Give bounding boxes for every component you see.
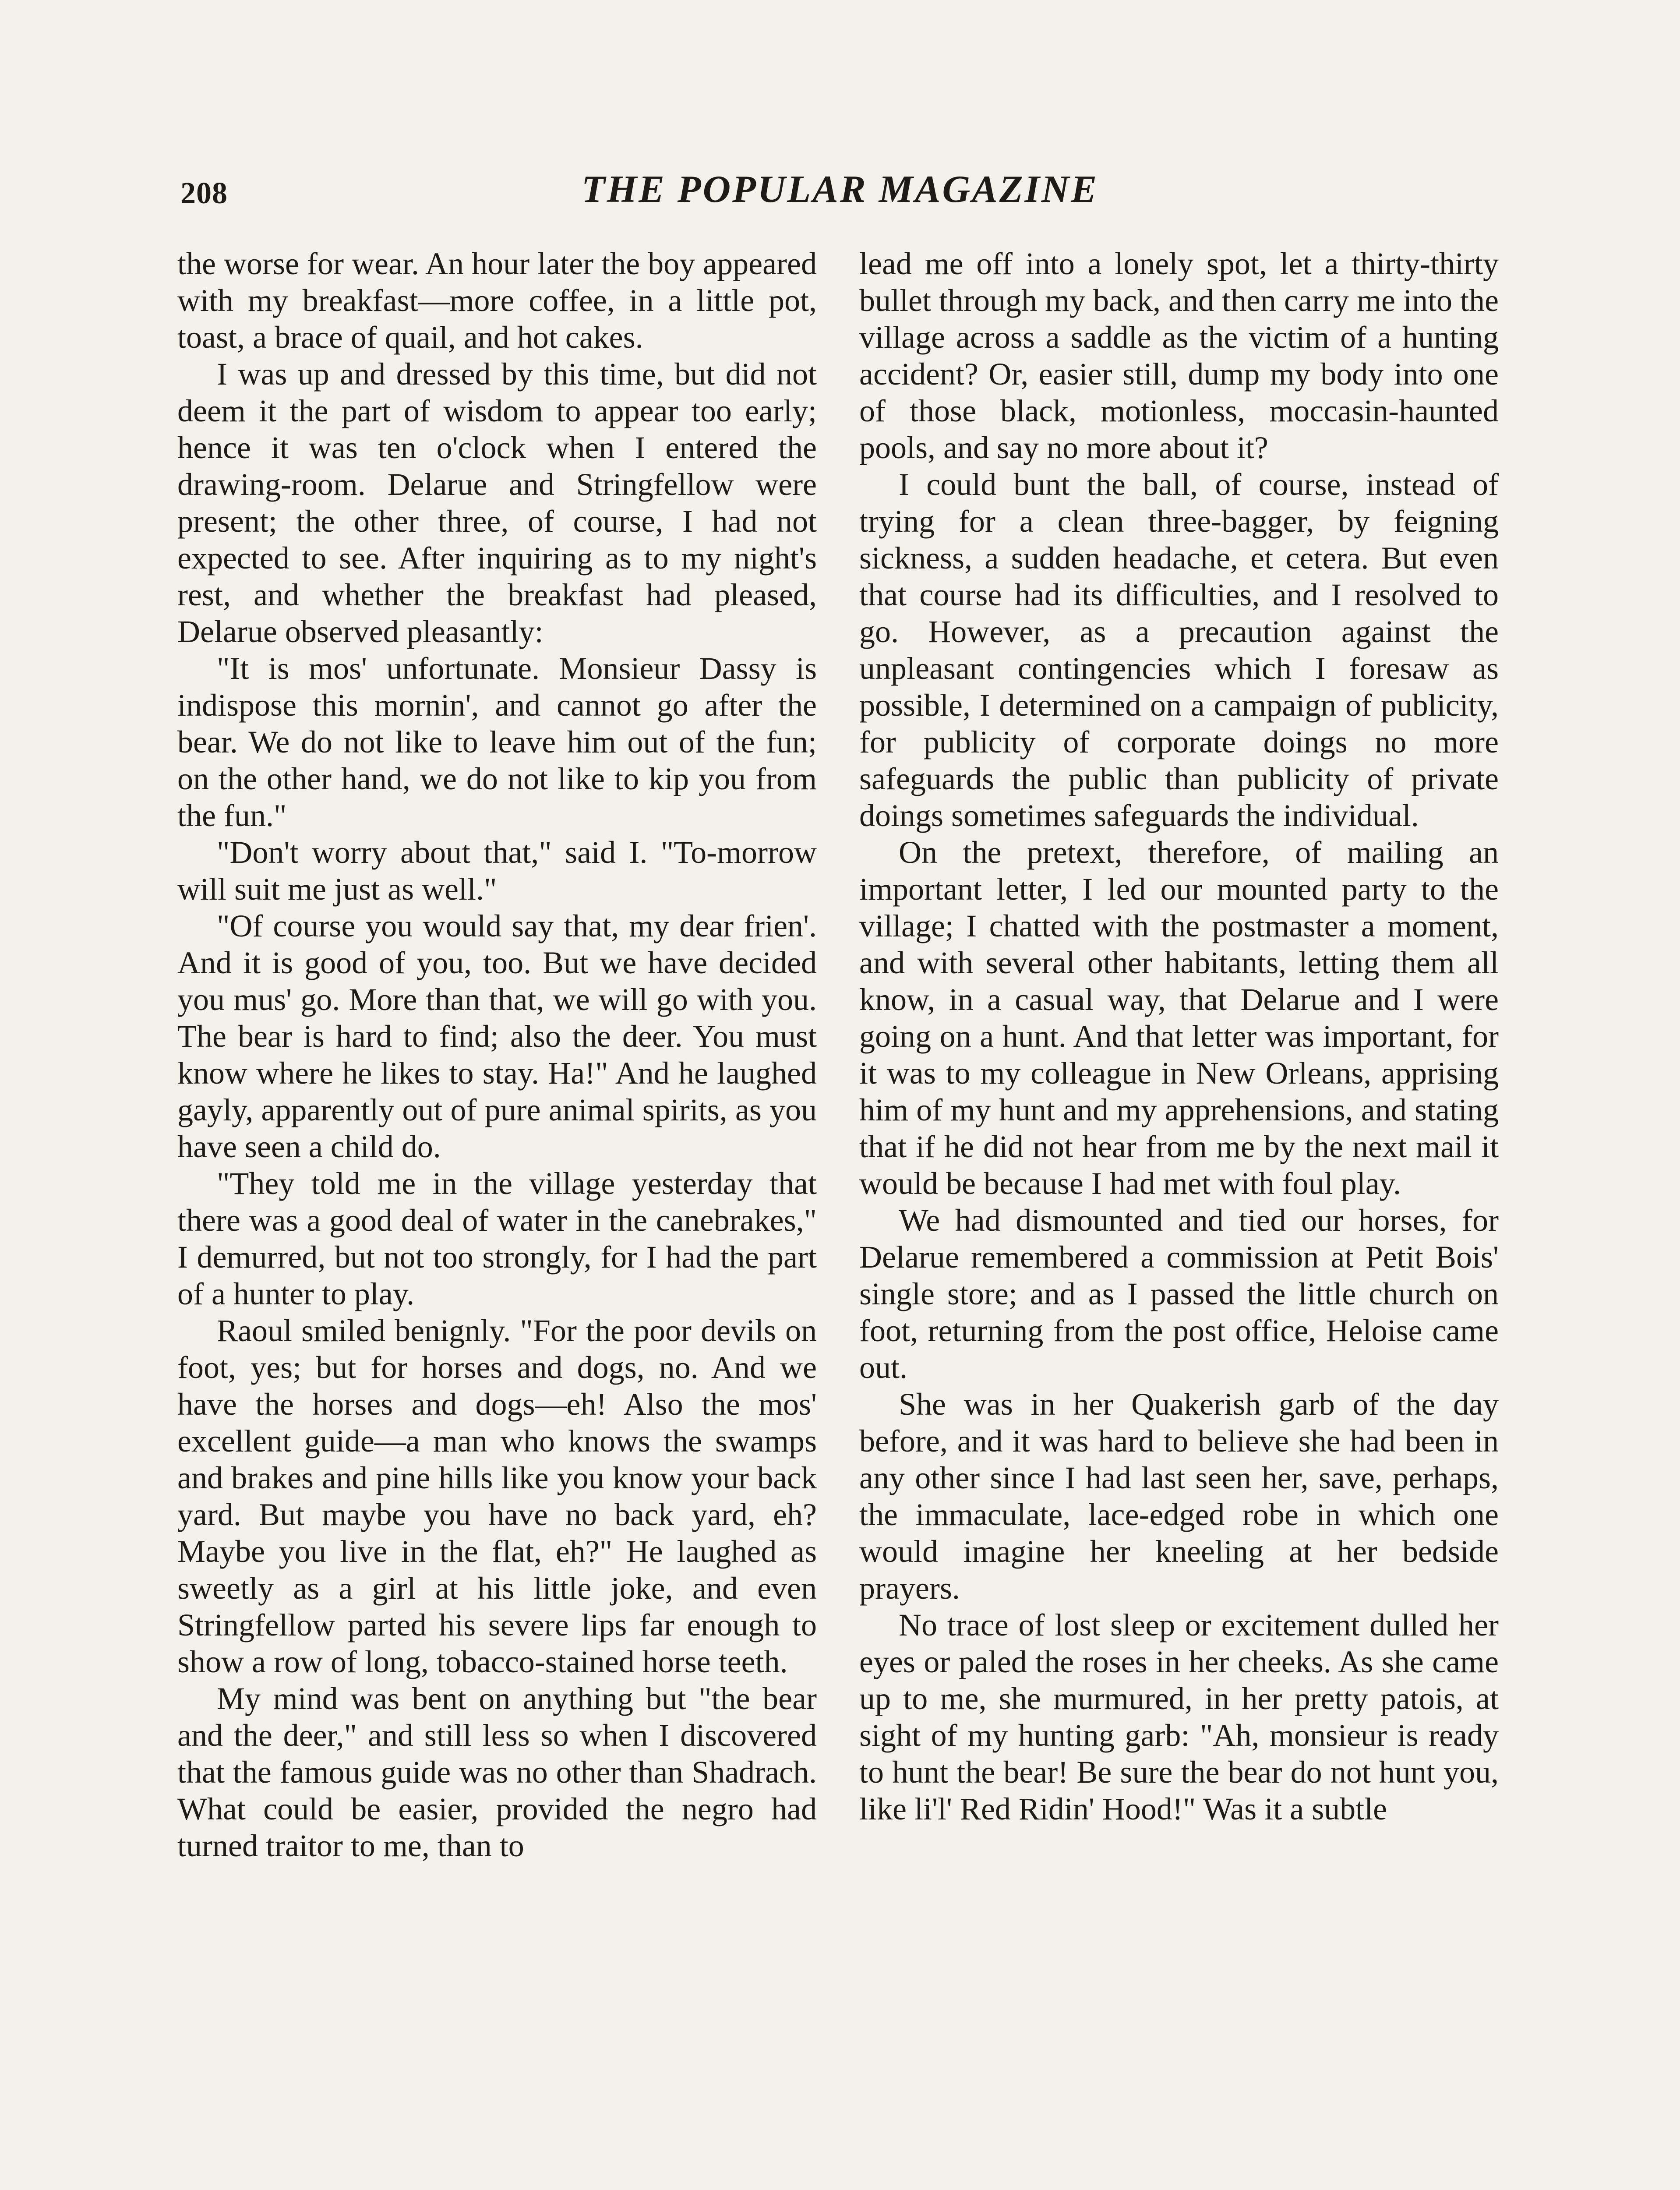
paragraph: No trace of lost sleep or excitement dulled her eyes or paled the roses in her cheeks. As she came up to me, she murmured, in her pretty patois, at sight of my hunting garb: "Ah, monsieur is ready to hunt the bear! Be sure the bear do not hunt you, like li'l' Red Ridin' Hood!" Was it a subtle [859, 1607, 1499, 1826]
paragraph: I could bunt the ball, of course, instead of trying for a clean three-bagger, by feigning sickness, a sudden headache, et cetera. But even that course had its difficulties, and I resolved to go. However, as a precaution against the unpleasant contingencies which I foresaw as possible, I determined on a campaign of publicity, for publicity of corporate doings no more safeguards the public than publicity of private doings sometimes safeguards the individual. [859, 467, 1499, 833]
paragraph: Raoul smiled benignly. "For the poor devils on foot, yes; but for horses and dogs, no. And we have the horses and dogs—eh! Also the mos' excellent guide—a man who knows the swamps and brakes and pine hills like you know your back yard. But maybe you have no back yard, eh? Maybe you live in the flat, eh?" He laughed as sweetly as a girl at his little joke, and even Stringfellow parted his severe lips far enough to show a row of long, tobacco-stained horse teeth. [177, 1313, 817, 1679]
paragraph: "It is mos' unfortunate. Monsieur Dassy is indispose this mornin', and cannot go after the bear. We do not like to leave him out of the fun; on the other hand, we do not like to kip you from the fun." [177, 651, 817, 833]
paragraph: "Of course you would say that, my dear frien'. And it is good of you, too. But we have decided you mus' go. More than that, we will go with you. The bear is hard to find; also the deer. You must know where he likes to stay. Ha!" And he laughed gayly, apparently out of pure animal spirits, as you have seen a child do. [177, 908, 817, 1164]
page-number: 208 [180, 177, 228, 210]
paragraph: I was up and dressed by this time, but did not deem it the part of wisdom to appear too early; hence it was ten o'clock when I entered the drawing-room. Delarue and Stringfellow were present; the other three, of course, I had not expected to see. After inquiring as to my night's rest, and whether the breakfast had pleased, Delarue observed pleasantly: [177, 357, 817, 649]
paragraph: "Don't worry about that," said I. "To-morrow will suit me just as well." [177, 835, 817, 907]
paragraph: My mind was bent on anything but "the bear and the deer," and still less so when I discovered that the famous guide was no other than Shadrach. What could be easier, provided the negro had turned traitor to me, than to [177, 1681, 817, 1863]
left-column [177, 245, 817, 1864]
paragraph: lead me off into a lonely spot, let a thirty-thirty bullet through my back, and then carry me into the village across a saddle as the victim of a hunting accident? Or, easier still, dump my body into one of those black, motionless, moccasin-haunted pools, and say no more about it? [859, 246, 1499, 465]
paragraph: She was in her Quakerish garb of the day before, and it was hard to believe she had been in any other since I had last seen her, save, perhaps, the immaculate, lace-edged robe in which one would imagine her kneeling at her bedside prayers. [859, 1387, 1499, 1606]
paragraph: We had dismounted and tied our horses, for Delarue remembered a commission at Petit Bois' single store; and as I passed the little church on foot, returning from the post office, Heloise came out. [859, 1203, 1499, 1385]
running-title: THE POPULAR MAGAZINE [581, 168, 1099, 211]
paragraph: "They told me in the village yesterday that there was a good deal of water in the canebrakes," I demurred, but not too strongly, for I had the part of a hunter to play. [177, 1166, 817, 1311]
right-column [859, 245, 1499, 1827]
paragraph: On the pretext, therefore, of mailing an important letter, I led our mounted party to the village; I chatted with the postmaster a moment, and with several other habitants, letting them all know, in a casual way, that Delarue and I were going on a hunt. And that letter was important, for it was to my colleague in New Orleans, apprising him of my hunt and my apprehensions, and stating that if he did not hear from me by the next mail it would be because I had met with foul play. [859, 835, 1499, 1201]
paragraph: the worse for wear. An hour later the boy appeared with my breakfast—more coffee, in a little pot, toast, a brace of quail, and hot cakes. [177, 246, 817, 355]
